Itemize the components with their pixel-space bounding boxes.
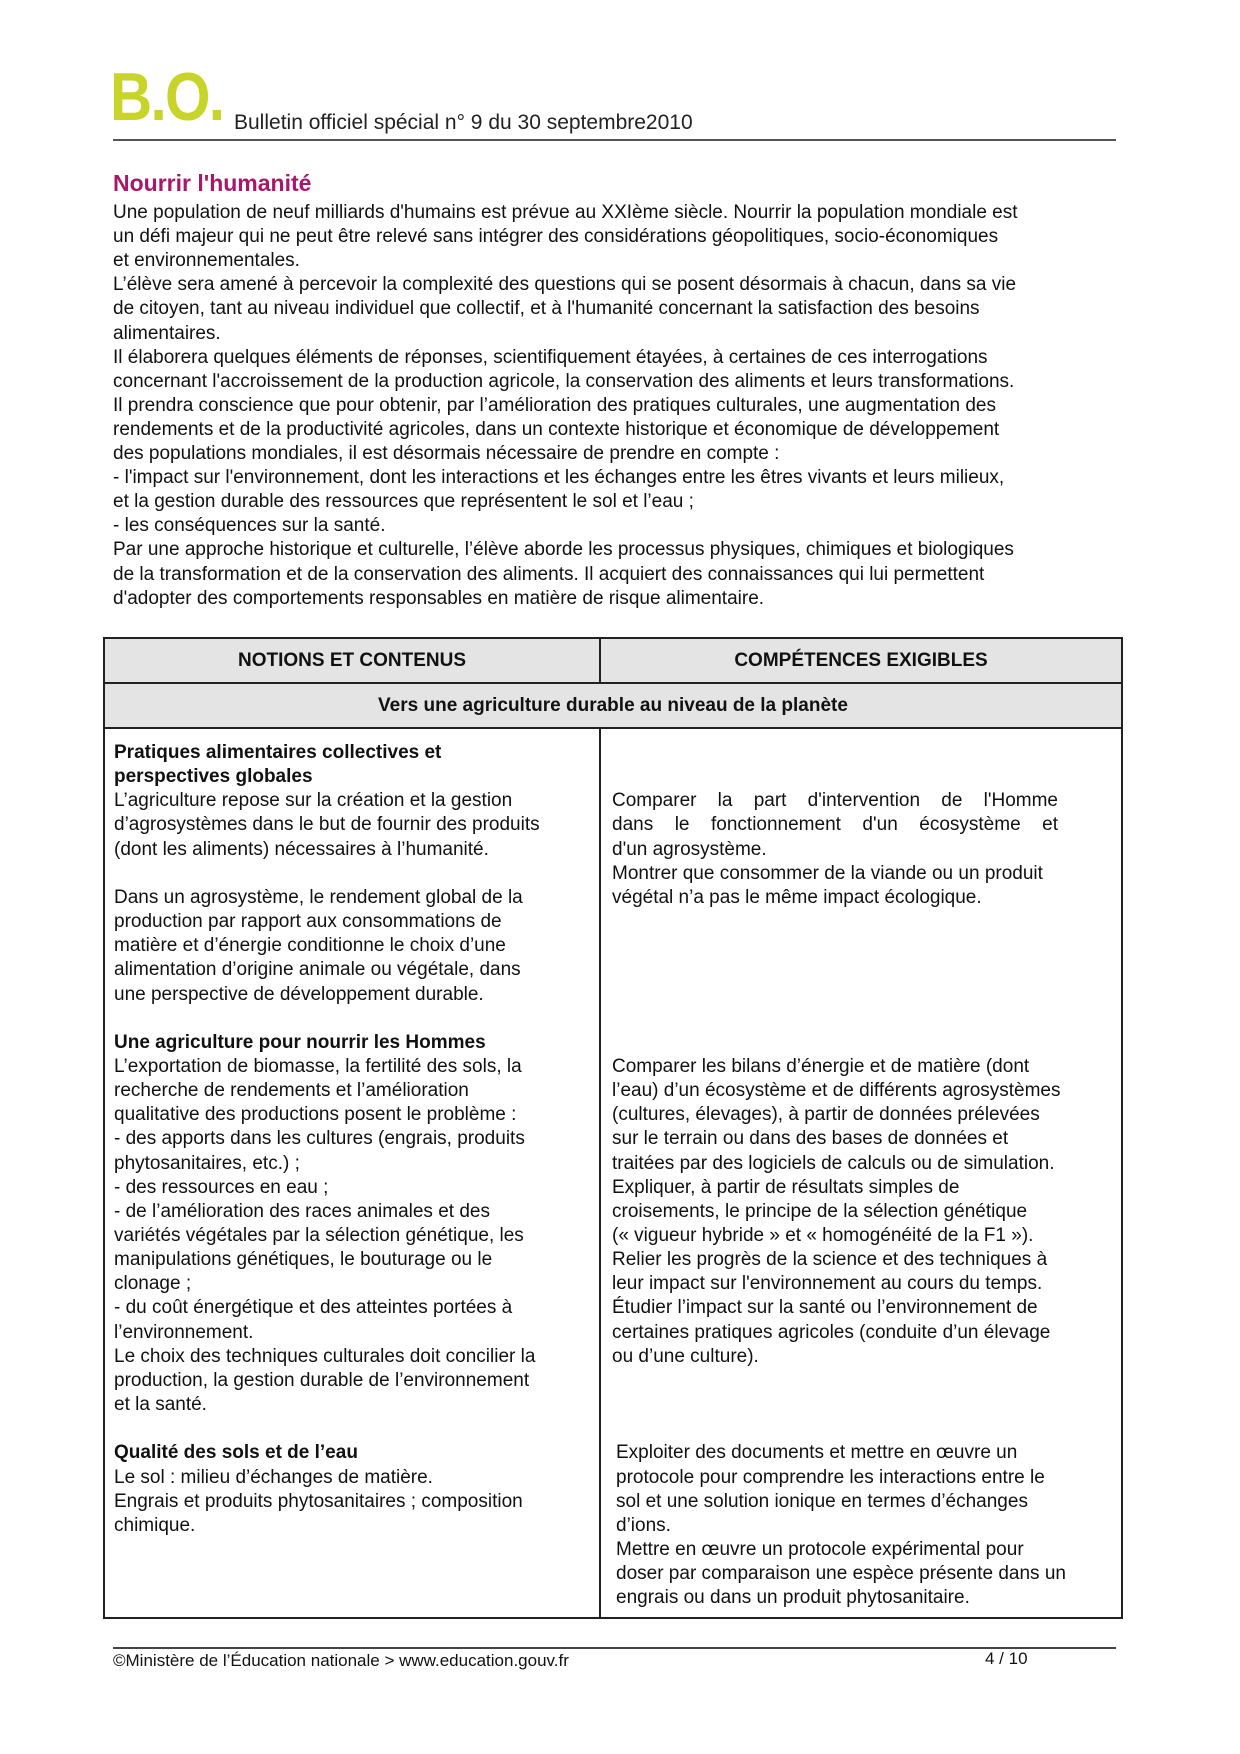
intro-line: un défi majeur qui ne peut être relevé sans intégrer des considérations géopolitiques, socio-économiques [113, 226, 999, 248]
theme-subheader: Vers une agriculture durable au niveau de la planète [105, 684, 1121, 729]
competence-line: d'un agrosystème. [612, 838, 767, 860]
notion-line: matière et d’énergie conditionne le choix d’une [114, 935, 506, 957]
bo-logo: B.O. [110, 59, 224, 135]
notion-line: Dans un agrosystème, le rendement global de la [114, 886, 523, 908]
competence-line: doser par comparaison une espèce présente dans un [616, 1563, 1066, 1585]
intro-line: rendements et de la productivité agricoles, dans un contexte historique et économique de développement [113, 418, 1000, 440]
intro-line: - l'impact sur l'environnement, dont les interactions et les échanges entre les êtres vivants et leurs milieux, [113, 467, 1005, 489]
notion-line: phytosanitaires, etc.) ; [114, 1152, 300, 1174]
intro-line: Il élaborera quelques éléments de réponses, scientifiquement étayées, à certaines de ces interrogations [113, 346, 988, 368]
intro-line: concernant l'accroissement de la production agricole, la conservation des aliments et leurs transformations. [113, 370, 1015, 392]
intro-line: de citoyen, tant au niveau individuel que collectif, et à l'humanité concernant la satisfaction des besoins [113, 298, 980, 320]
notion-line: alimentation d’origine animale ou végétale, dans [114, 959, 521, 981]
notion-line: - du coût énergétique et des atteintes portées à [114, 1297, 513, 1319]
notion-line: recherche de rendements et l’amélioration [114, 1080, 469, 1102]
intro-line: L’élève sera amené à percevoir la complexité des questions qui se posent désormais à chacun, dans sa vie [113, 274, 1017, 296]
column-divider [599, 729, 601, 1617]
intro-line: et la gestion durable des ressources que représentent le sol et l’eau ; [113, 491, 694, 513]
notion-line: Le choix des techniques culturales doit concilier la [114, 1345, 536, 1367]
competence-line: l’eau) d’un écosystème et de différents agrosystèmes [612, 1080, 1061, 1102]
competence-line: (cultures, élevages), à partir de données prélevées [612, 1104, 1040, 1126]
notion-line: L’exportation de biomasse, la fertilité des sols, la [114, 1055, 522, 1077]
competence-line: Étudier l’impact sur la santé ou l’environnement de [612, 1297, 1038, 1319]
competence-line: leur impact sur l'environnement au cours du temps. [612, 1273, 1043, 1295]
competence-line: dans le fonctionnement d'un écosystème et [612, 814, 1058, 836]
competence-line: protocole pour comprendre les interactions entre le [616, 1466, 1045, 1488]
competence-line: Comparer les bilans d’énergie et de matière (dont [612, 1055, 1030, 1077]
competence-line: (« vigueur hybride » et « homogénéité de la F1 »). [612, 1225, 1034, 1246]
intro-line: - les conséquences sur la santé. [113, 515, 386, 537]
column-header-notions: NOTIONS ET CONTENUS [105, 639, 601, 684]
section-title: Nourrir l'humanité [113, 170, 312, 196]
notion-line: l’environnement. [114, 1321, 254, 1343]
competence-line: Montrer que consommer de la viande ou un produit [612, 862, 1043, 884]
notion-line: (dont les aliments) nécessaires à l’humanité. [114, 838, 489, 860]
intro-line: d'adopter des comportements responsables en matière de risque alimentaire. [113, 587, 765, 609]
column-header-competences: COMPÉTENCES EXIGIBLES [601, 639, 1121, 684]
notion-line: production par rapport aux consommations de [114, 911, 502, 933]
notion-line: - des ressources en eau ; [114, 1176, 329, 1198]
notion-heading: Qualité des sols et de l’eau [114, 1442, 358, 1464]
notion-heading: Pratiques alimentaires collectives et [114, 742, 442, 763]
competence-line: Relier les progrès de la science et des techniques à [612, 1249, 1048, 1271]
competence-line: Comparer la part d'intervention de l'Homme [612, 790, 1058, 812]
competence-line: engrais ou dans un produit phytosanitaire. [616, 1587, 970, 1609]
competence-line: Expliquer, à partir de résultats simples de [612, 1176, 960, 1198]
competence-line: traitées par des logiciels de calculs ou de simulation. [612, 1152, 1055, 1174]
notion-line: Engrais et produits phytosanitaires ; composition [114, 1490, 523, 1512]
competence-line: ou d’une culture). [612, 1345, 759, 1367]
intro-line: Il prendra conscience que pour obtenir, par l’amélioration des pratiques culturales, une augmentation des [113, 394, 996, 416]
competence-line: certaines pratiques agricoles (conduite d’un élevage [612, 1321, 1051, 1343]
notion-line: qualitative des productions posent le problème : [114, 1104, 517, 1126]
notion-line: variétés végétales par la sélection génétique, les [114, 1225, 524, 1246]
competence-line: Mettre en œuvre un protocole expérimental pour [616, 1538, 1024, 1560]
intro-line: des populations mondiales, il est désormais nécessaire de prendre en compte : [113, 443, 780, 464]
notion-line: production, la gestion durable de l’environnement [114, 1369, 530, 1391]
notion-heading: perspectives globales [114, 766, 313, 788]
header-divider [113, 139, 1116, 141]
competence-line: Exploiter des documents et mettre en œuvre un [616, 1442, 1018, 1464]
intro-line: et environnementales. [113, 250, 300, 272]
intro-line: Par une approche historique et culturelle, l’élève aborde les processus physiques, chimiques et biologiques [113, 539, 1014, 561]
intro-line: Une population de neuf milliards d'humains est prévue au XXIème siècle. Nourrir la population mondiale est [113, 202, 1018, 223]
bulletin-title: Bulletin officiel spécial n° 9 du 30 septembre2010 [234, 111, 693, 134]
competence-line: sur le terrain ou dans des bases de données et [612, 1128, 1009, 1150]
notion-line: d’agrosystèmes dans le but de fournir des produits [114, 814, 540, 836]
competence-line: végétal n’a pas le même impact écologique. [612, 886, 982, 908]
notion-line: - des apports dans les cultures (engrais, produits [114, 1128, 525, 1150]
page-number: 4 / 10 [985, 1649, 1028, 1668]
footer-credit: ©Ministère de l’Éducation nationale > www.education.gouv.fr [113, 1651, 569, 1670]
notion-line: - de l’amélioration des races animales et des [114, 1200, 490, 1222]
notion-line: L’agriculture repose sur la création et la gestion [114, 790, 513, 812]
notion-line: une perspective de développement durable. [114, 983, 484, 1005]
notion-line: Le sol : milieu d’échanges de matière. [114, 1466, 433, 1488]
footer-divider [113, 1647, 1116, 1649]
competence-line: sol et une solution ionique en termes d’échanges [616, 1490, 1028, 1512]
notion-line: manipulations génétiques, le bouturage ou le [114, 1249, 493, 1271]
notion-heading: Une agriculture pour nourrir les Hommes [114, 1031, 486, 1053]
notion-line: chimique. [114, 1514, 196, 1536]
intro-line: de la transformation et de la conservation des aliments. Il acquiert des connaissances qui lui permettent [113, 563, 985, 585]
notion-line: et la santé. [114, 1394, 207, 1416]
notion-line: clonage ; [114, 1273, 192, 1295]
competence-line: d’ions. [616, 1514, 671, 1536]
program-table [103, 637, 1123, 1619]
intro-line: alimentaires. [113, 322, 221, 344]
competence-line: croisements, le principe de la sélection génétique [612, 1200, 1028, 1222]
